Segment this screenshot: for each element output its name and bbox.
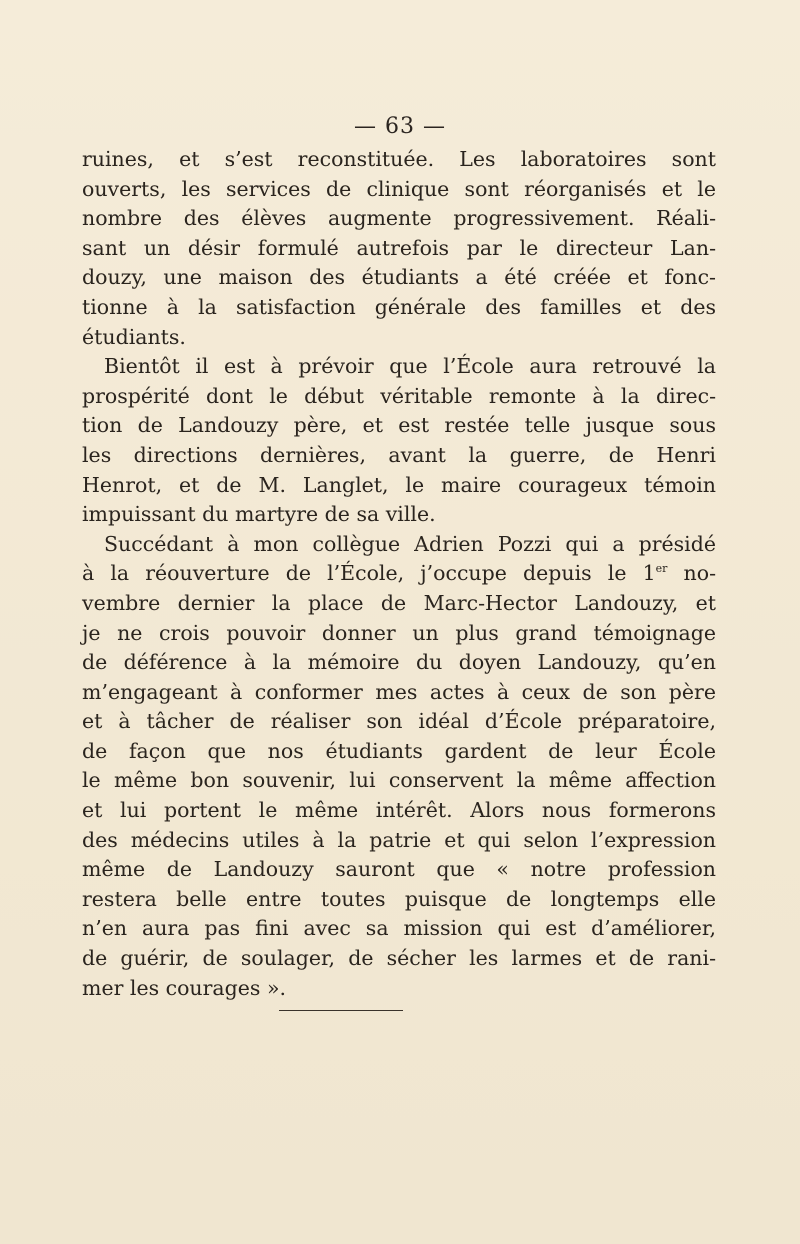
text-line: Succédant à mon collègue Adrien Pozzi qui a présidé — [104, 531, 716, 556]
ordinal-number: 1 — [642, 561, 656, 586]
text-line: des médecins utiles à la patrie et qui selon l’expression — [82, 827, 716, 852]
text-segment: no- — [667, 561, 716, 586]
text-line: de guérir, de soulager, de sécher les larmes et de rani- — [82, 946, 716, 971]
page-number: — 63 — — [354, 114, 446, 139]
text-line: de déférence à la mémoire du doyen Landouzy, qu’en — [82, 650, 716, 675]
end-rule — [279, 1010, 403, 1011]
text-line: de façon que nos étudiants gardent de leur École — [82, 738, 716, 763]
text-line: les directions dernières, avant la guerre, de Henri — [82, 442, 716, 467]
text-line: je ne crois pouvoir donner un plus grand témoignage — [82, 620, 716, 645]
text-line: n’en aura pas fini avec sa mission qui est d’améliorer, — [82, 916, 716, 941]
text-line: impuissant du martyre de sa ville. — [82, 502, 436, 527]
body-text — [82, 145, 716, 1003]
text-line: Bientôt il est à prévoir que l’École aura retrouvé la — [104, 354, 716, 379]
text-line: douzy, une maison des étudiants a été créée et fonc- — [82, 265, 716, 290]
text-line: tionne à la satisfaction générale des familles et des — [82, 294, 716, 319]
text-line-with-ordinal — [82, 559, 716, 589]
text-line: ouverts, les services de clinique sont réorganisés et le — [82, 176, 716, 201]
text-line: prospérité dont le début véritable remonte à la direc- — [82, 383, 716, 408]
text-line: restera belle entre toutes puisque de longtemps elle — [82, 886, 716, 911]
text-line: même de Landouzy sauront que « notre profession — [82, 857, 716, 882]
text-line: et à tâcher de réaliser son idéal d’École préparatoire, — [82, 709, 716, 734]
text-line: m’engageant à conformer mes actes à ceux de son père — [82, 679, 716, 704]
text-line: tion de Landouzy père, et est restée telle jusque sous — [82, 413, 716, 438]
text-segment: à la réouverture de l’École, j’occupe depuis le — [82, 561, 643, 586]
text-line: sant un désir formulé autrefois par le directeur Lan- — [82, 235, 716, 260]
ordinal-suffix: er — [655, 562, 668, 576]
text-line: ruines, et s’est reconstituée. Les laboratoires sont — [82, 147, 716, 171]
text-line: étudiants. — [82, 324, 186, 349]
text-line: le même bon souvenir, lui conservent la même affection — [82, 768, 716, 793]
text-line: et lui portent le même intérêt. Alors nous formerons — [82, 798, 716, 823]
text-line: vembre dernier la place de Marc-Hector Landouzy, et — [82, 590, 716, 615]
text-line: nombre des élèves augmente progressivement. Réali- — [82, 206, 716, 231]
text-line: mer les courages ». — [82, 975, 287, 1000]
text-line: Henrot, et de M. Langlet, le maire courageux témoin — [82, 472, 716, 497]
